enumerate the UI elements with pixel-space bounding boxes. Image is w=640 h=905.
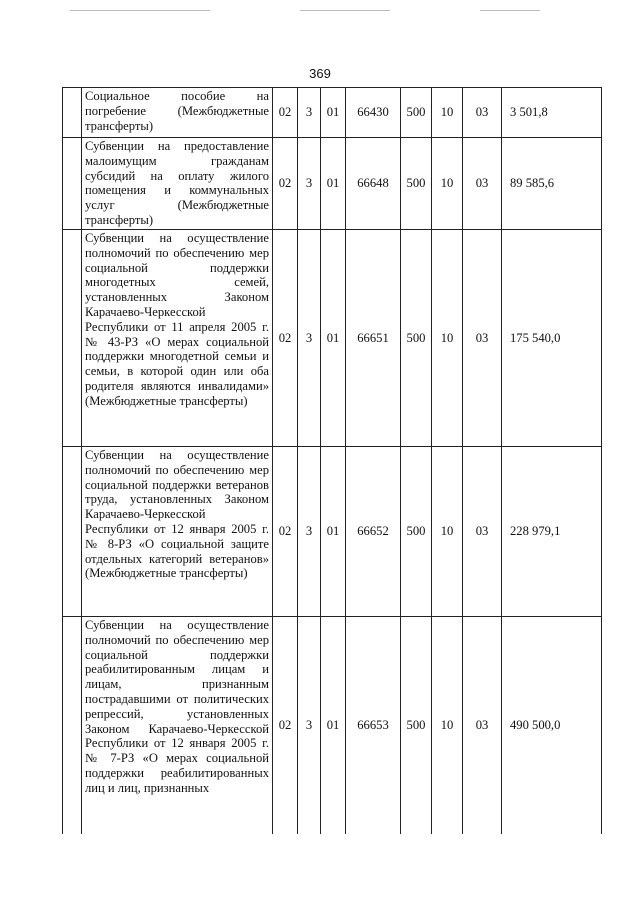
code-cell: 3 xyxy=(298,617,321,834)
code-cell: 02 xyxy=(273,230,298,447)
amount-cell: 3 501,8 xyxy=(502,88,602,138)
code-cell: 500 xyxy=(401,447,432,617)
code-cell: 500 xyxy=(401,617,432,834)
description-cell: Социальное пособие на погребение (Межбюджетные трансферты) xyxy=(82,88,273,138)
code-cell: 02 xyxy=(273,88,298,138)
code-cell: 02 xyxy=(273,617,298,834)
code-cell: 3 xyxy=(298,447,321,617)
scan-artifact xyxy=(480,10,540,11)
description-cell: Субвенции на предоставление малоимущим гражданам субсидий на оплату жилого помещения и коммунальных услуг (Межбюджетные трансферты) xyxy=(82,138,273,230)
code-cell: 66651 xyxy=(346,230,401,447)
code-cell: 500 xyxy=(401,138,432,230)
code-cell: 03 xyxy=(463,88,502,138)
code-cell: 3 xyxy=(298,88,321,138)
code-cell: 10 xyxy=(432,447,463,617)
table-row xyxy=(63,88,602,138)
code-cell: 03 xyxy=(463,230,502,447)
blank-cell xyxy=(63,230,82,447)
code-cell: 01 xyxy=(321,617,346,834)
amount-cell: 175 540,0 xyxy=(502,230,602,447)
code-cell: 02 xyxy=(273,138,298,230)
code-cell: 3 xyxy=(298,230,321,447)
code-cell: 10 xyxy=(432,138,463,230)
code-cell: 66653 xyxy=(346,617,401,834)
blank-cell xyxy=(63,617,82,834)
blank-cell xyxy=(63,88,82,138)
code-cell: 03 xyxy=(463,138,502,230)
description-cell: Субвенции на осуществление полномочий по обеспечению мер социальной поддержки многодетных семей, установленных Законом Карачаево-Черкесской Республики от 11 апреля 2005 г. № 43-РЗ «О мерах социальной поддержки многодетной семьи и семьи, в которой один или оба родителя являются инвалидами» (Межбюджетные трансферты) xyxy=(82,230,273,447)
description-cell: Субвенции на осуществление полномочий по обеспечению мер социальной поддержки ветеранов труда, установленных Законом Карачаево-Черкесской Республики от 12 января 2005 г. № 8-РЗ «О социальной защите отдельных категорий ветеранов» (Межбюджетные трансферты) xyxy=(82,447,273,617)
scan-artifact xyxy=(70,10,210,11)
code-cell: 66430 xyxy=(346,88,401,138)
code-cell: 500 xyxy=(401,230,432,447)
scan-artifact xyxy=(300,10,390,11)
table-row xyxy=(63,230,602,447)
code-cell: 03 xyxy=(463,617,502,834)
code-cell: 500 xyxy=(401,88,432,138)
table-row xyxy=(63,617,602,834)
table-row xyxy=(63,447,602,617)
code-cell: 10 xyxy=(432,88,463,138)
amount-cell: 490 500,0 xyxy=(502,617,602,834)
blank-cell xyxy=(63,138,82,230)
code-cell: 02 xyxy=(273,447,298,617)
description-cell: Субвенции на осуществление полномочий по обеспечению мер социальной поддержки реабилитированным лицам и лицам, признанным пострадавшими от политических репрессий, установленных Законом Карачаево-Черкесской Республики от 12 января 2005 г. № 7-РЗ «О мерах социальной поддержки реабилитированных лиц и лиц, признанных xyxy=(82,617,273,834)
code-cell: 10 xyxy=(432,230,463,447)
page-number: 369 xyxy=(309,66,331,81)
code-cell: 01 xyxy=(321,138,346,230)
code-cell: 03 xyxy=(463,447,502,617)
code-cell: 10 xyxy=(432,617,463,834)
code-cell: 01 xyxy=(321,88,346,138)
blank-cell xyxy=(63,447,82,617)
code-cell: 66652 xyxy=(346,447,401,617)
amount-cell: 228 979,1 xyxy=(502,447,602,617)
code-cell: 01 xyxy=(321,230,346,447)
code-cell: 3 xyxy=(298,138,321,230)
budget-table xyxy=(62,87,602,834)
table-row xyxy=(63,138,602,230)
code-cell: 66648 xyxy=(346,138,401,230)
code-cell: 01 xyxy=(321,447,346,617)
amount-cell: 89 585,6 xyxy=(502,138,602,230)
